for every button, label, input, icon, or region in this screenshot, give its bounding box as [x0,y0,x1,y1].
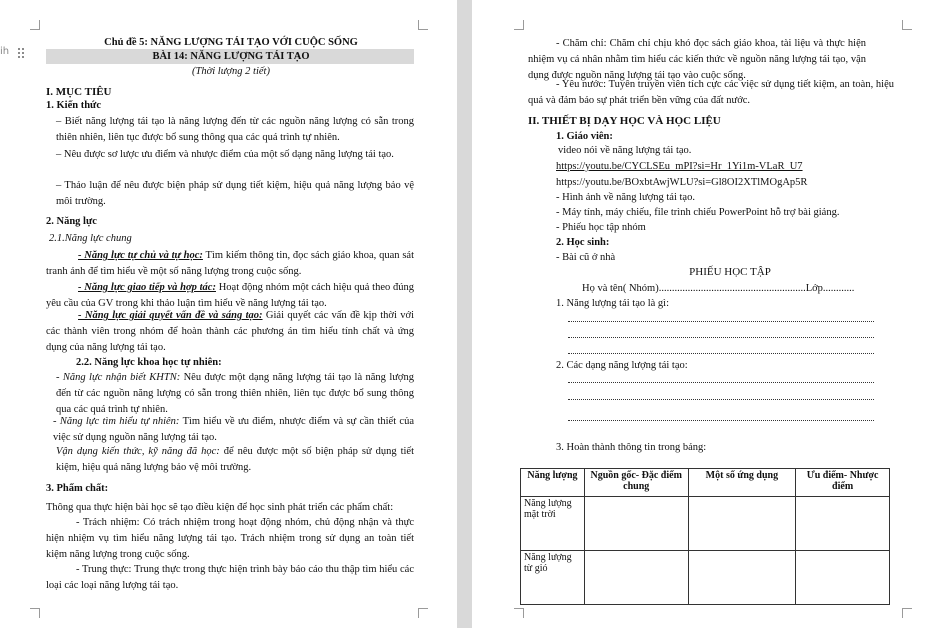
teacher-bullet: - Máy tính, máy chiếu, file trình chiếu PowerPoint hỗ trợ bài giảng. [556,207,840,218]
worksheet-table [520,468,890,605]
table-cell-input[interactable] [584,497,688,551]
document-page-left [0,0,457,628]
section-objectives: I. MỤC TIÊU [46,86,112,98]
teacher-bullet: - Phiếu học tập nhóm [556,222,646,233]
table-cell: Năng lượng từ gió [521,551,585,605]
duration: (Thời lượng 2 tiết) [192,66,270,77]
crop-mark [902,20,912,30]
heading-general-competence: 2.1.Năng lực chung [49,233,132,244]
table-cell: Năng lượng mặt trời [521,497,585,551]
competence-item: - Năng lực giao tiếp và hợp tác: Hoạt động nhóm một cách hiệu quả theo đúng yêu cầu của GV trong khi thảo luận tìm hiểu về năng lượng tái tạo. [46,282,414,309]
quality-item: - Yêu nước: Tuyên truyền viên tích cực các việc sử dụng tiết kiệm, an toàn, hiệu quả và đảm bảo sự phát triển bền vững của đất nước. [528,79,894,106]
student-bullet: - Bài cũ ở nhà [556,252,616,263]
answer-line[interactable] [568,398,874,400]
knowledge-item: – Thảo luận để nêu được biện pháp sử dụng tiết kiệm, hiệu quả năng lượng bảo vệ môi trường. [56,180,414,207]
teacher-bullet: - Hình ảnh về năng lượng tái tạo. [556,192,695,203]
page-gap [457,0,472,628]
table-cell-input[interactable] [584,551,688,605]
crop-mark [30,608,40,618]
crop-mark [902,608,912,618]
gutter-marker: ih [0,46,10,57]
table-header: Nguồn gốc- Đặc điểm chung [584,469,688,497]
science-competence-item: Vận dụng kiến thức, kỹ năng đã học: để nêu được một số biện pháp sử dụng tiết kiệm, hiệu quả năng lượng bảo vệ môi trường. [56,446,414,473]
crop-mark [418,20,428,30]
worksheet-title: PHIẾU HỌC TẬP [689,266,771,278]
answer-line[interactable] [568,352,874,354]
heading-science-competence: 2.2. Năng lực khoa học tự nhiên: [76,357,222,368]
table-row [521,497,890,551]
heading-qualities: 3. Phẩm chất: [46,483,109,494]
qualities-intro: Thông qua thực hiện bài học sẽ tạo điều kiện để học sinh phát triển các phẩm chất: [46,502,394,513]
crop-mark [514,608,524,618]
table-cell-input[interactable] [688,497,796,551]
answer-line[interactable] [568,320,874,322]
competence-item: - Năng lực tự chủ và tự học: Tìm kiếm thông tin, đọc sách giáo khoa, quan sát tranh ảnh để tìm hiểu về một số năng lượng trong cuộc sống. [46,250,415,277]
answer-line[interactable] [568,336,874,338]
table-cell-input[interactable] [796,551,890,605]
worksheet-question: 2. Các dạng năng lượng tái tạo: [556,360,688,371]
table-header: Một số ứng dụng [688,469,796,497]
knowledge-item: – Biết năng lượng tái tạo là năng lượng đến từ các nguồn năng lượng có sẵn trong thiên nhiên, liên tục được bổ sung thông qua các quá trình tự nhiên. [56,116,414,143]
quality-item: - Chăm chỉ: Chăm chỉ chịu khó đọc sách giáo khoa, tài liệu và thực hiện nhiệm vụ cá nhân nhằm tìm hiểu các kiến thức về nguồn năng lượng tái tạo, vận dụng được nguồn năng lượng tái tạo vào cuộc sống. [528,38,866,81]
topic-title: Chủ đề 5: NĂNG LƯỢNG TÁI TẠO VỚI CUỘC SỐNG [104,37,358,48]
heading-knowledge: 1. Kiến thức [46,100,102,111]
quality-item: - Trách nhiệm: Có trách nhiệm trong hoạt động nhóm, chủ động nhận và thực hiện nhiệm vụ tìm hiểu năng lượng tái tạo. Trách nhiệm trong sử dụng an toàn tiết kiệm năng lượng trong cuộc sống. [46,517,414,560]
table-header: Năng lượng [521,469,585,497]
heading-teacher: 1. Giáo viên: [556,131,613,142]
heading-competence: 2. Năng lực [46,216,97,227]
answer-line[interactable] [568,419,874,421]
drag-handle-icon[interactable] [18,48,26,62]
video-link[interactable]: https://youtu.be/BOxbtAwjWLU?si=Gl8OI2XTlMOgAp5R [556,177,808,188]
section-equipment: II. THIẾT BỊ DẠY HỌC VÀ HỌC LIỆU [528,115,721,127]
answer-line[interactable] [568,381,874,383]
table-cell-input[interactable] [796,497,890,551]
teacher-video-note: video nói về năng lượng tái tạo. [558,145,692,156]
table-header-row [521,469,890,497]
table-row [521,551,890,605]
crop-mark [30,20,40,30]
crop-mark [514,20,524,30]
crop-mark [418,608,428,618]
science-competence-item: - Năng lực tìm hiểu tự nhiên: Tìm hiểu về ưu điểm, nhược điểm và sự cần thiết của việc sử dụng nguồn năng lượng tái tạo. [53,416,414,443]
table-cell-input[interactable] [688,551,796,605]
knowledge-item: – Nêu được sơ lược ưu điểm và nhược điểm của một số dạng năng lượng tái tạo. [56,149,394,160]
lesson-title: BÀI 14: NĂNG LƯỢNG TÁI TẠO [152,51,310,62]
competence-item: - Năng lực giải quyết vấn đề và sáng tạo: Giải quyết các vấn đề kịp thời với các thành viên trong nhóm để hoàn thành các phương án tìm hiểu tính chất và ứng dụng của năng lượng tái tạo. [46,310,414,353]
worksheet-question: 3. Hoàn thành thông tin trong bảng: [556,442,707,453]
worksheet-question: 1. Năng lượng tái tạo là gì: [556,298,670,309]
science-competence-item: - Năng lực nhận biết KHTN: Nêu được một dạng năng lượng tái tạo là năng lượng đến từ các nguồn năng lượng có sẵn trong thiên nhiên, liên tục được bổ sung thông qua các quá trình tự nhiên. [56,372,414,415]
worksheet-name-line: Họ và tên( Nhóm)........................................................Lớp............ [582,283,855,294]
quality-item: - Trung thực: Trung thực trong thực hiện trình bày báo cáo thu thập tìm hiểu các loại các loại năng lượng tái tạo. [46,564,414,591]
table-header: Ưu điểm- Nhược điểm [796,469,890,497]
heading-student: 2. Học sinh: [556,237,610,248]
video-link[interactable]: https://youtu.be/CYCLSEu_mPI?si=Hr_1Yi1m-VLaR_U7 [556,161,803,172]
